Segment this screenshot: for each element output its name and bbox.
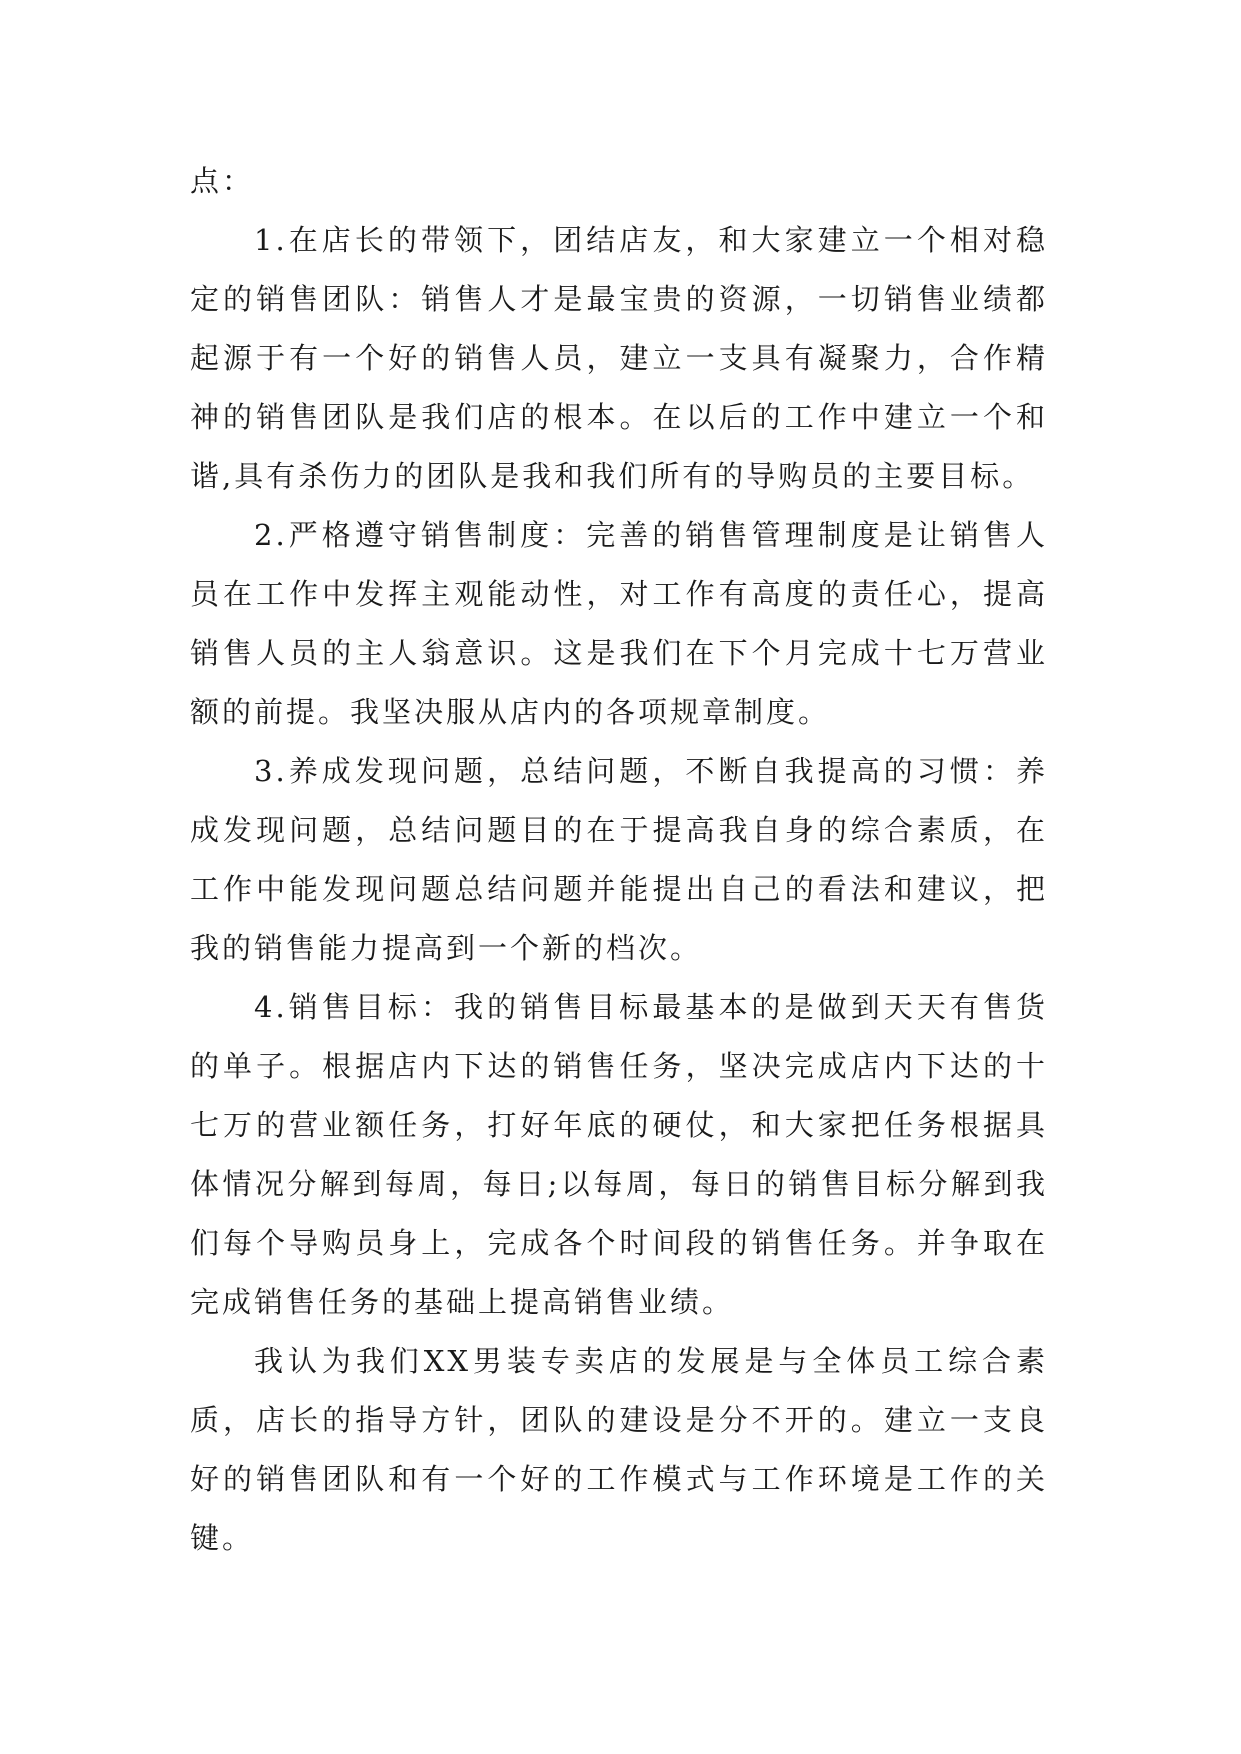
paragraph-conclusion: 我认为我们XX男装专卖店的发展是与全体员工综合素质，店长的指导方针，团队的建设是分不开的。建立一支良好的销售团队和有一个好的工作模式与工作环境是工作的关键。 — [190, 1344, 1048, 1555]
document-body — [190, 152, 1048, 1568]
paragraph-item-4: 4.销售目标：我的销售目标最基本的是做到天天有售货的单子。根据店内下达的销售任务，坚决完成店内下达的十七万的营业额任务，打好年底的硬仗，和大家把任务根据具体情况分解到每周，每日;以每周，每日的销售目标分解到我们每个导购员身上，完成各个时间段的销售任务。并争取在完成销售任务的基础上提高销售业绩。 — [190, 990, 1048, 1319]
paragraph-item-3: 3.养成发现问题，总结问题，不断自我提高的习惯：养成发现问题，总结问题目的在于提高我自身的综合素质，在工作中能发现问题总结问题并能提出自己的看法和建议，把我的销售能力提高到一个新的档次。 — [190, 754, 1048, 965]
paragraph-item-2: 2.严格遵守销售制度：完善的销售管理制度是让销售人员在工作中发挥主观能动性，对工作有高度的责任心，提高销售人员的主人翁意识。这是我们在下个月完成十七万营业额的前提。我坚决服从店内的各项规章制度。 — [190, 518, 1048, 729]
paragraph-item-1: 1.在店长的带领下，团结店友，和大家建立一个相对稳定的销售团队：销售人才是最宝贵的资源，一切销售业绩都起源于有一个好的销售人员，建立一支具有凝聚力，合作精神的销售团队是我们店的根本。在以后的工作中建立一个和谐,具有杀伤力的团队是我和我们所有的导购员的主要目标。 — [190, 223, 1048, 493]
paragraph-continuation: 点： — [190, 164, 255, 198]
